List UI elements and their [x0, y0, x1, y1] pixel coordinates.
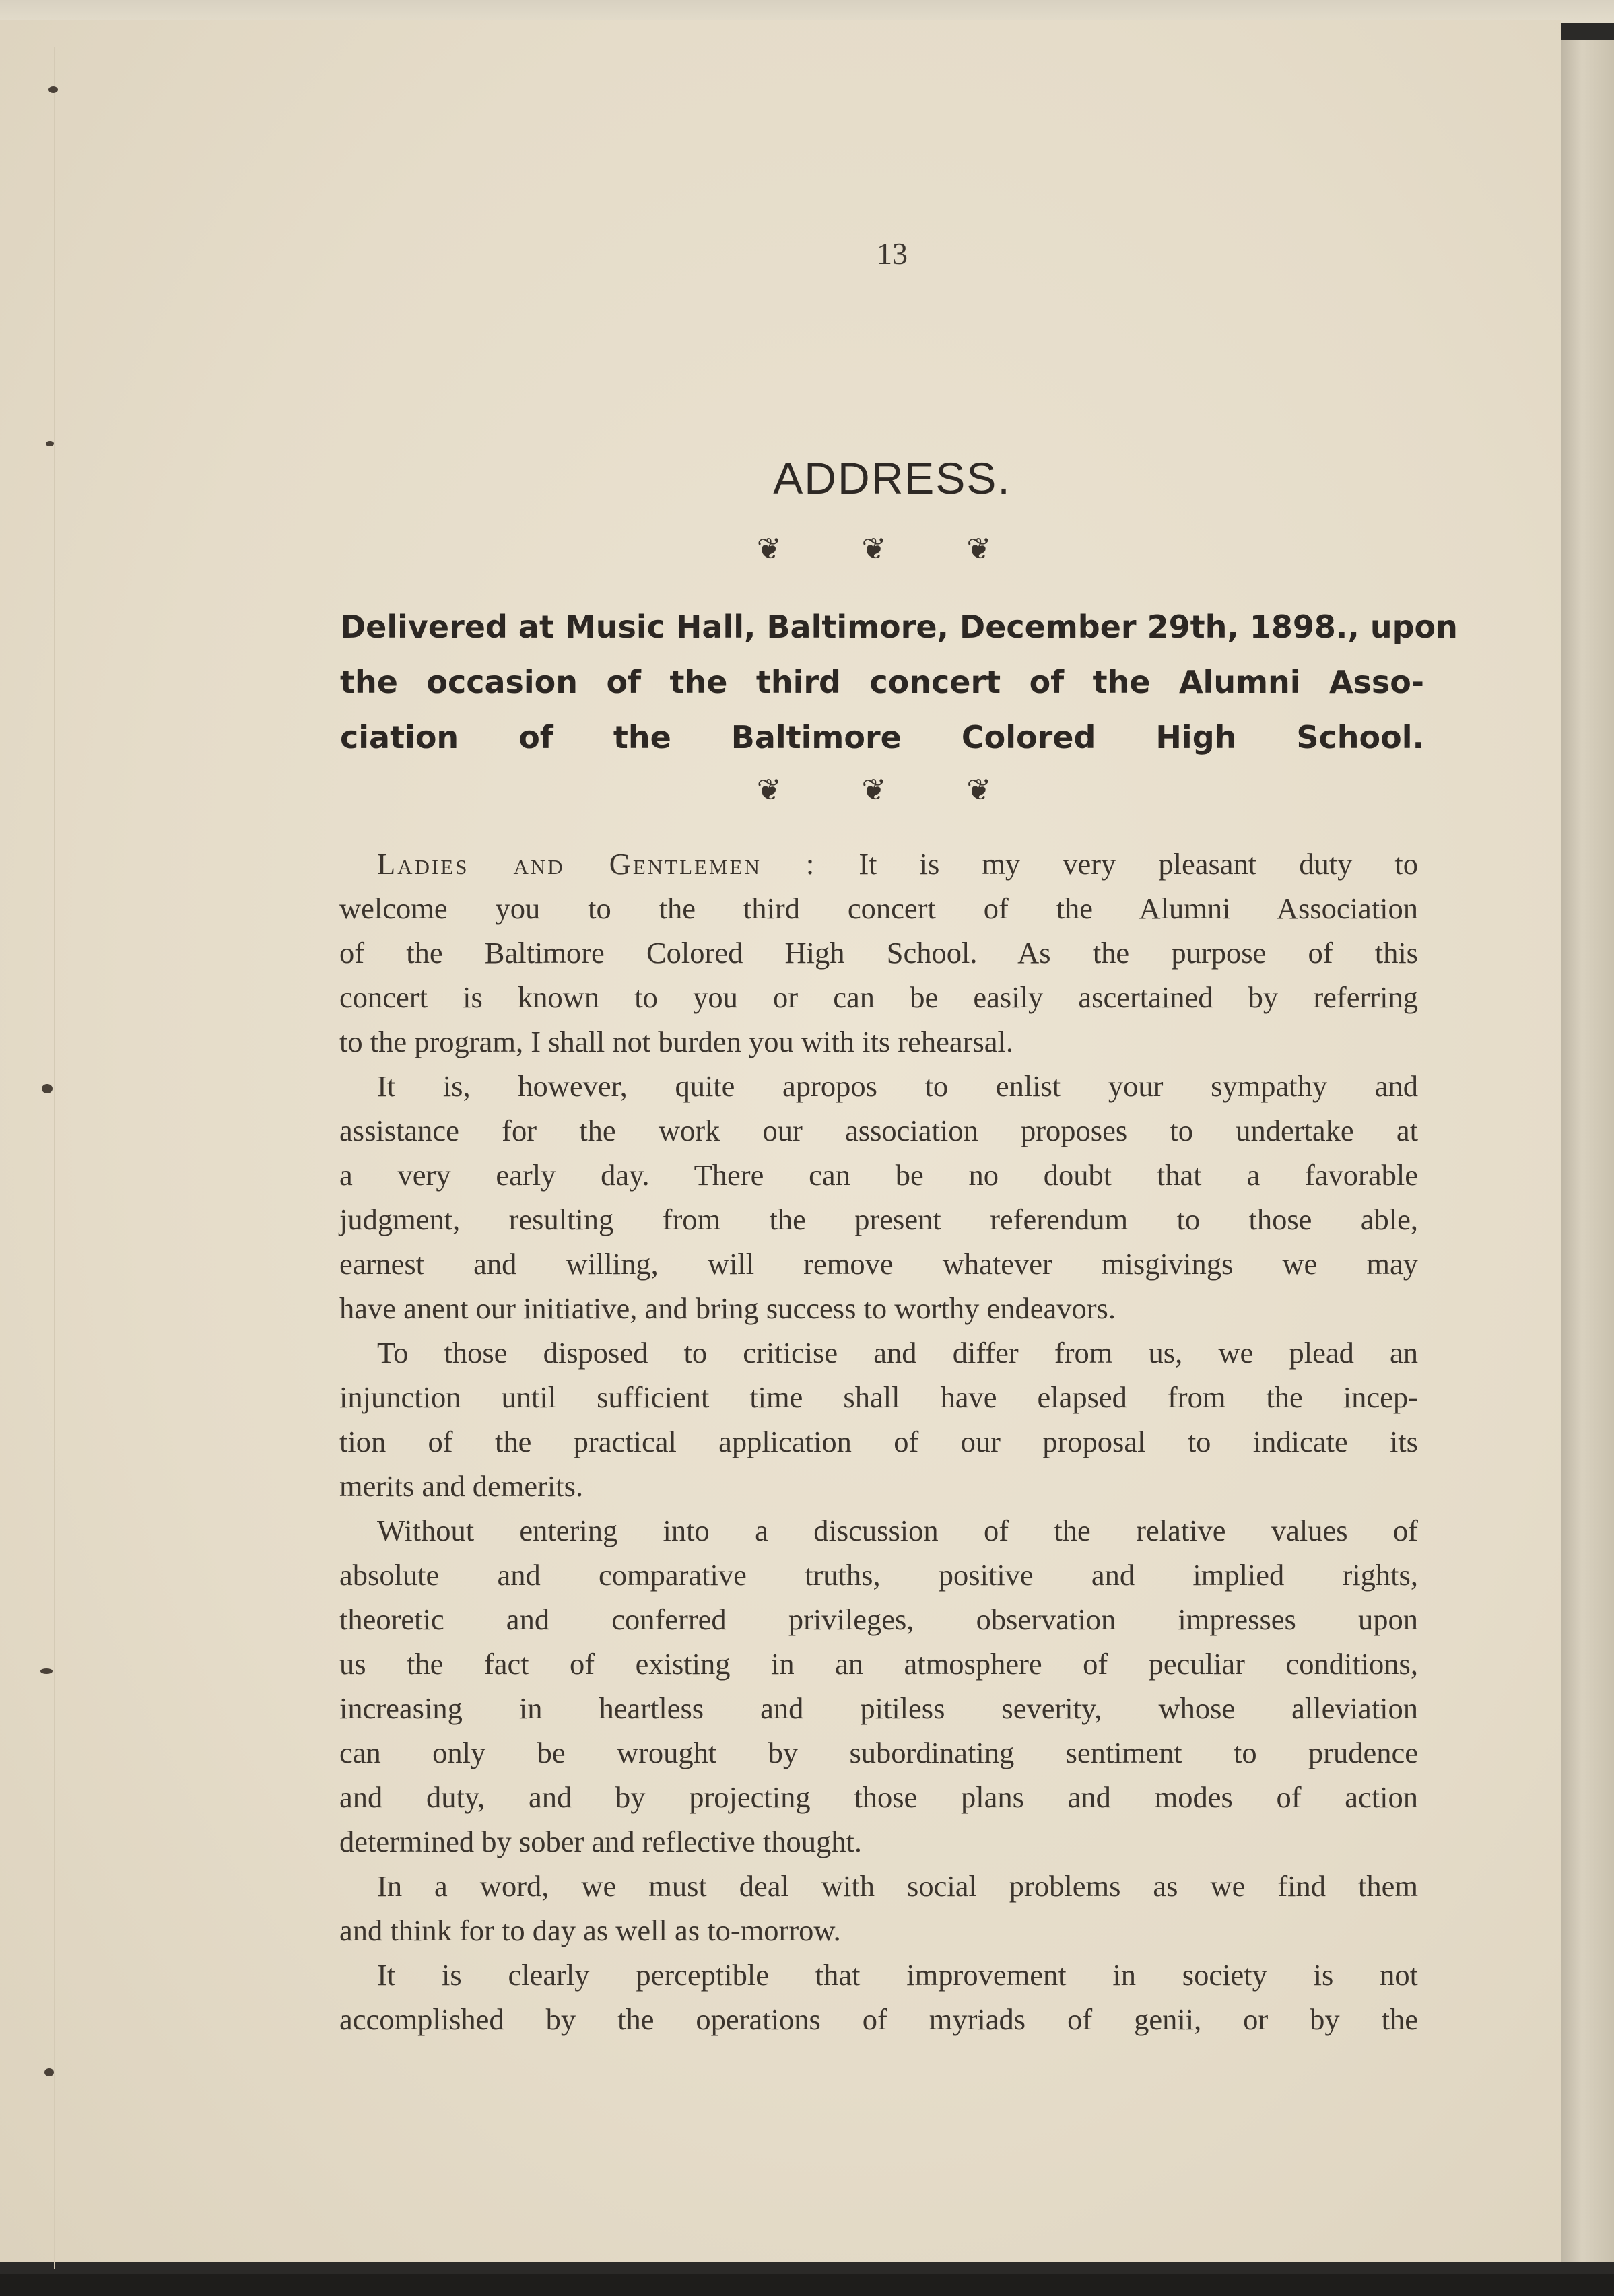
text-line: Ladies and Gentlemen : It is my very pleasant duty to [377, 847, 1418, 881]
salutation: Ladies and Gentlemen : [377, 847, 817, 881]
text-line: earnest and willing, will remove whatever misgivings we may [339, 1247, 1418, 1281]
text-line: judgment, resulting from the present referendum to those able, [339, 1203, 1418, 1236]
text-line: To those disposed to criticise and differ from us, we plead an [377, 1336, 1418, 1370]
margin-mark [44, 2068, 54, 2076]
text-line: accomplished by the operations of myriads of genii, or by the [339, 2002, 1418, 2036]
text-line: increasing in heartless and pitiless severity, whose alleviation [339, 1691, 1418, 1725]
adjacent-page-edge [1561, 40, 1614, 2262]
subtitle [340, 599, 1458, 765]
address-body [339, 842, 1418, 2041]
text-line: Without entering into a discussion of the relative values of [377, 1514, 1418, 1547]
text-line: and duty, and by projecting those plans and modes of action [339, 1780, 1418, 1814]
text-line: can only be wrought by subordinating sentiment to prudence [339, 1736, 1418, 1769]
subtitle-line: Delivered at Music Hall, Baltimore, December 29th, 1898., upon [340, 609, 1458, 645]
subtitle-line: the occasion of the third concert of the Alumni Asso- [340, 664, 1424, 700]
text-line: determined by sober and reflective thought. [339, 1825, 863, 1858]
ornament-divider: ❦ ❦ ❦ [756, 774, 1028, 807]
page-title: ADDRESS. [773, 453, 1011, 503]
text-line: tion of the practical application of our proposal to indicate its [339, 1425, 1418, 1458]
text-line: a very early day. There can be no doubt that a favorable [339, 1158, 1418, 1192]
text-line: of the Baltimore Colored High School. As the purpose of this [339, 936, 1418, 970]
text-line: theoretic and conferred privileges, observation impresses upon [339, 1602, 1418, 1636]
text-line: and think for to day as well as to-morrow. [339, 1914, 841, 1947]
margin-mark [46, 441, 54, 446]
text-line: In a word, we must deal with social problems as we find them [377, 1869, 1418, 1903]
text-line: us the fact of existing in an atmosphere of peculiar conditions, [339, 1647, 1418, 1681]
subtitle-line: ciation of the Baltimore Colored High School. [340, 719, 1424, 755]
margin-mark [40, 1668, 53, 1674]
text-line: assistance for the work our association proposes to undertake at [339, 1114, 1418, 1147]
margin-mark [48, 86, 58, 93]
page-number: 13 [877, 236, 908, 271]
ornament-divider: ❦ ❦ ❦ [756, 533, 1028, 566]
scan-top-edge [0, 0, 1614, 23]
text-line: merits and demerits. [339, 1469, 584, 1503]
text-line: welcome you to the third concert of the Alumni Association [339, 891, 1418, 925]
text-line: injunction until sufficient time shall have elapsed from the incep- [339, 1380, 1418, 1414]
text-line: absolute and comparative truths, positive and implied rights, [339, 1558, 1418, 1592]
text-line: have anent our initiative, and bring success to worthy endeavors. [339, 1291, 1116, 1325]
text-line: It is, however, quite apropos to enlist your sympathy and [377, 1069, 1418, 1103]
text-line: It is clearly perceptible that improvement in society is not [377, 1958, 1418, 1992]
scan-bottom-edge [0, 2274, 1614, 2296]
text-line: concert is known to you or can be easily ascertained by referring [339, 980, 1418, 1014]
text-line: to the program, I shall not burden you with its rehearsal. [339, 1025, 1014, 1058]
page-gutter [54, 47, 55, 2269]
margin-mark [42, 1084, 53, 1093]
